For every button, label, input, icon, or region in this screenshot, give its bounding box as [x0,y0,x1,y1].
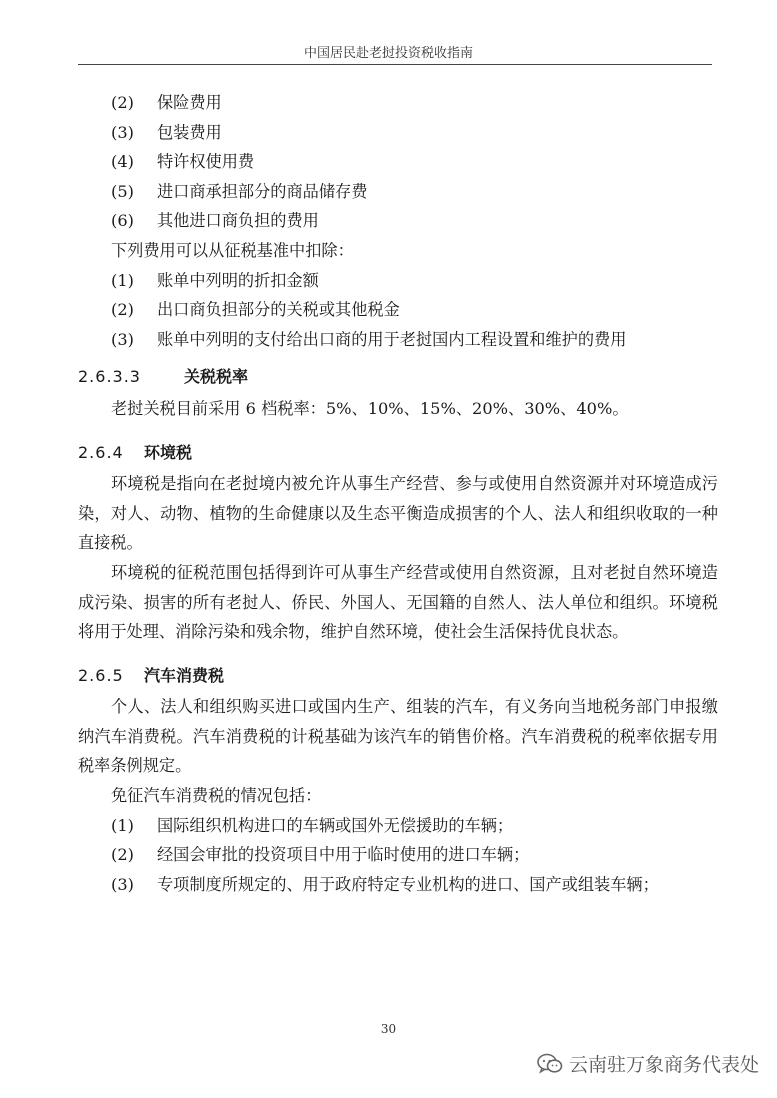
list-item: (2) 经国会审批的投资项目中用于临时使用的进口车辆； [111,845,530,865]
paragraph: 老挝关税目前采用 6 档税率：5%、10%、15%、20%、30%、40%。 [111,398,629,418]
list-item: (6) 其他进口商负担的费用 [111,211,319,231]
list-item: (1) 账单中列明的折扣金额 [111,270,319,290]
page-body [78,88,718,899]
list-item: (2) 保险费用 [111,93,222,112]
list-item: (3) 专项制度所规定的、用于政府特定专业机构的进口、国产或组装车辆； [111,874,659,894]
list-item: (2) 出口商负担部分的关税或其他税金 [111,300,400,320]
page-number: 30 [380,1022,397,1036]
list-item: (3) 包装费用 [111,122,222,142]
section-title: 关税税率 [184,367,249,387]
wechat-icon [537,1053,563,1075]
exemption-intro: 免征汽车消费税的情况包括： [111,786,322,806]
fee-list-deductible [78,266,718,355]
running-header: 中国居民赴老挝投资税收指南 [303,46,473,61]
list-item: (3) 账单中列明的支付给出口商的用于老挝国内工程设置和维护的费用 [111,329,627,349]
paragraph: 环境税的征税范围包括得到许可从事生产经营或使用自然资源，且对老挝自然环境造成污染、损害的所有老挝人、侨民、外国人、无国籍的自然人、法人单位和组织。环境税将用于处理、消除污染和残余物，维护自然环境，使社会生活保持优良状态。 [78,562,718,642]
list-item: (1) 国际组织机构进口的车辆或国外无偿援助的车辆； [111,815,514,835]
exemption-list [78,811,718,900]
list-item: (4) 特许权使用费 [111,152,255,172]
section-heading-2633 [78,362,718,392]
paragraph: 环境税是指向在老挝境内被允许从事生产经营、参与或使用自然资源并对环境造成污染，对人、动物、植物的生命健康以及生态平衡造成损害的个人、法人和组织收取的一种直接税。 [78,474,718,553]
section-number: 2.6.5 [78,665,124,685]
paragraph: 个人、法人和组织购买进口或国内生产、组装的汽车，有义务向当地税务部门申报缴纳汽车消费税。汽车消费税的计税基础为该汽车的销售价格。汽车消费税的税率依据专用税率条例规定。 [78,697,718,776]
section-heading-264 [78,438,718,468]
deduction-intro: 下列费用可以从征税基准中扣除： [111,240,354,260]
section-title: 汽车消费税 [144,665,225,685]
section-title: 环境税 [144,442,193,462]
section-number: 2.6.4 [78,442,124,462]
list-item: (5) 进口商承担部分的商品储存费 [111,181,368,201]
fee-list-included [78,88,718,236]
watermark-text: 云南驻万象商务代表处 [568,1054,759,1076]
section-number: 2.6.3.3 [78,367,141,387]
header-rule [78,64,712,65]
watermark [537,1050,759,1077]
section-heading-265 [78,661,718,691]
